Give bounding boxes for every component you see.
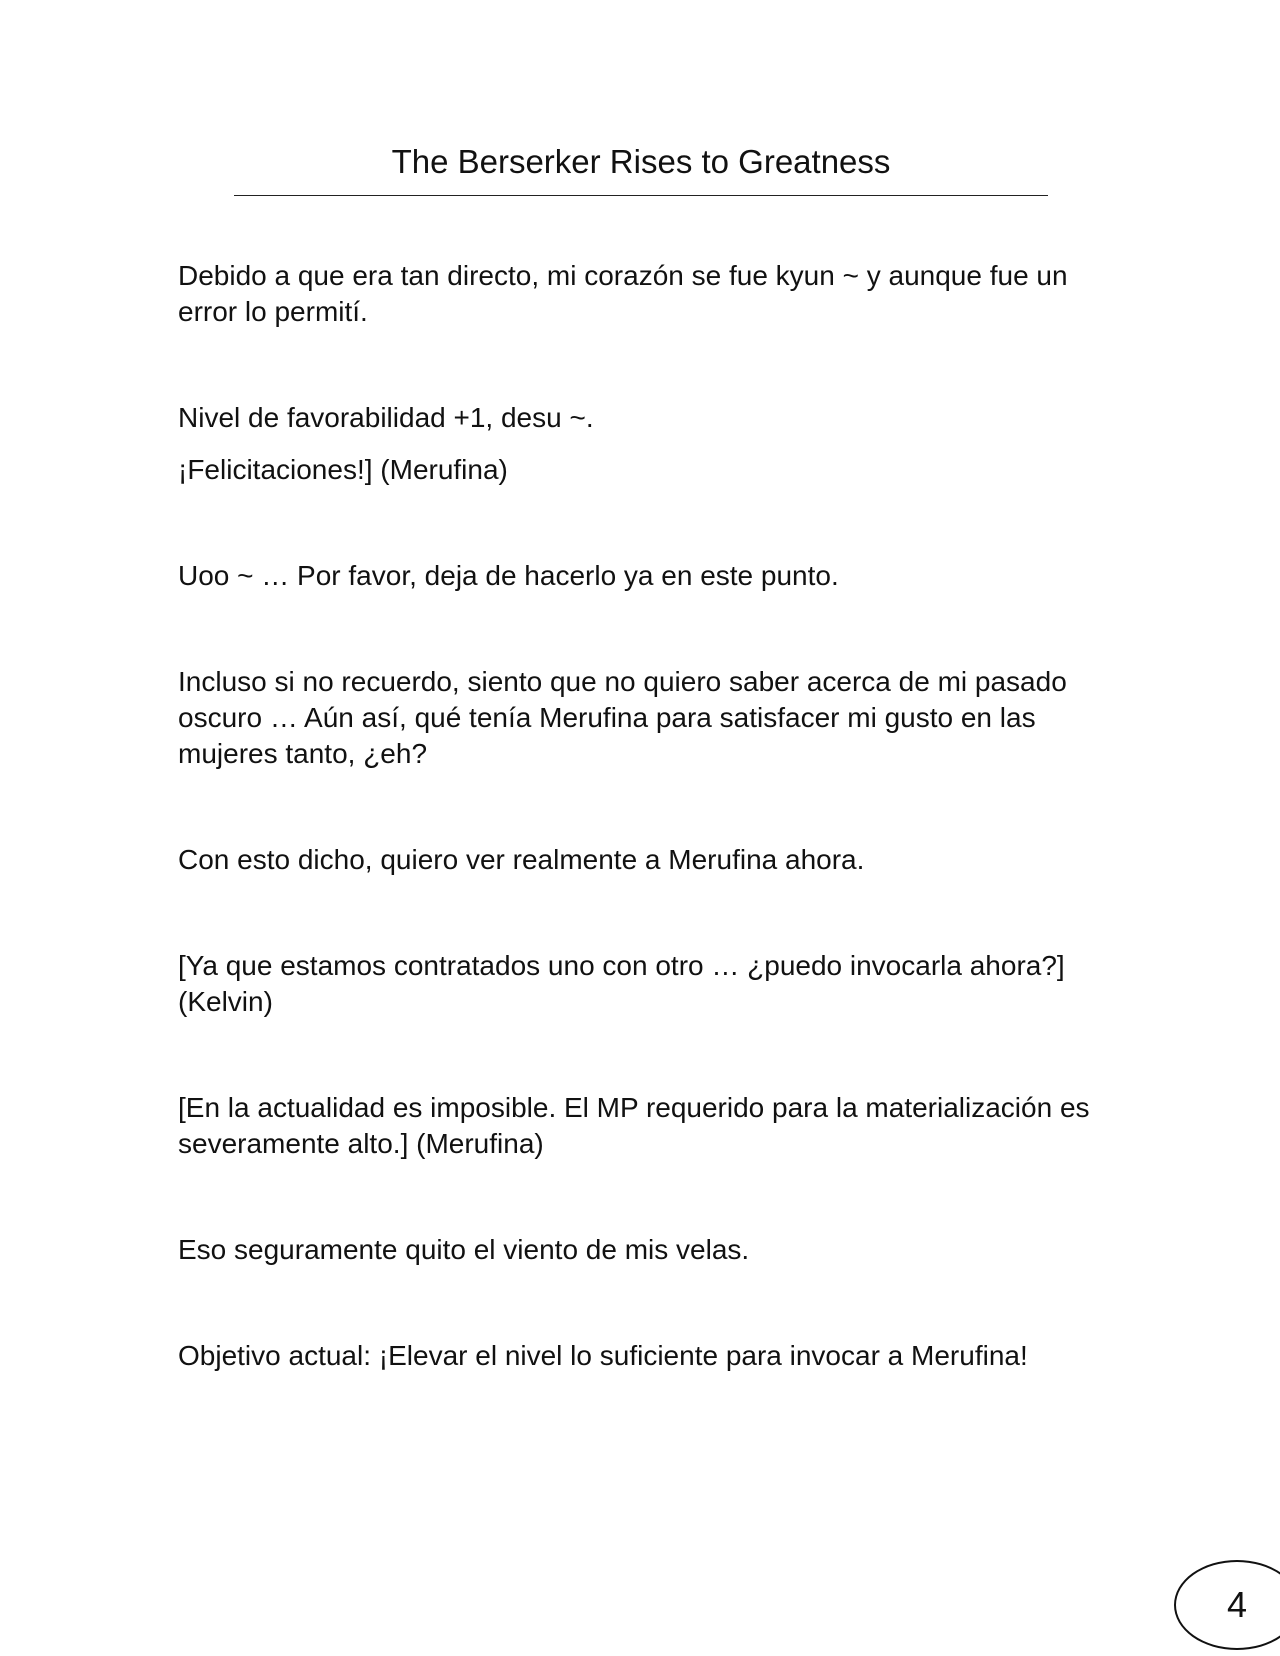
paragraph-10: Objetivo actual: ¡Elevar el nivel lo suficiente para invocar a Merufina! — [178, 1340, 1028, 1371]
paragraph-7: [Ya que estamos contratados uno con otro … ¿puedo invocarla ahora?] (Kelvin) — [178, 950, 1065, 1017]
paragraph-4: Uoo ~ … Por favor, deja de hacerlo ya en este punto. — [178, 560, 839, 591]
paragraph-3: ¡Felicitaciones!] (Merufina) — [178, 454, 508, 485]
paragraph-9: Eso seguramente quito el viento de mis velas. — [178, 1234, 750, 1265]
paragraph-1: Debido a que era tan directo, mi corazón se fue kyun ~ y aunque fue un error lo permití. — [178, 260, 1068, 327]
paragraph-2: Nivel de favorabilidad +1, desu ~. — [178, 402, 594, 433]
page-number: 4 — [1226, 1584, 1248, 1625]
paragraph-8: [En la actualidad es imposible. El MP requerido para la materialización es severamente alto.] (Merufina) — [178, 1092, 1090, 1159]
paragraph-5: Incluso si no recuerdo, siento que no quiero saber acerca de mi pasado oscuro … Aún así, qué tenía Merufina para satisfacer mi gusto en las mujeres tanto, ¿eh? — [178, 666, 1067, 769]
header-divider — [234, 195, 1048, 196]
page-number-badge — [1174, 1560, 1280, 1650]
running-header-title: The Berserker Rises to Greatness — [391, 143, 891, 180]
paragraph-6: Con esto dicho, quiero ver realmente a Merufina ahora. — [178, 844, 865, 875]
